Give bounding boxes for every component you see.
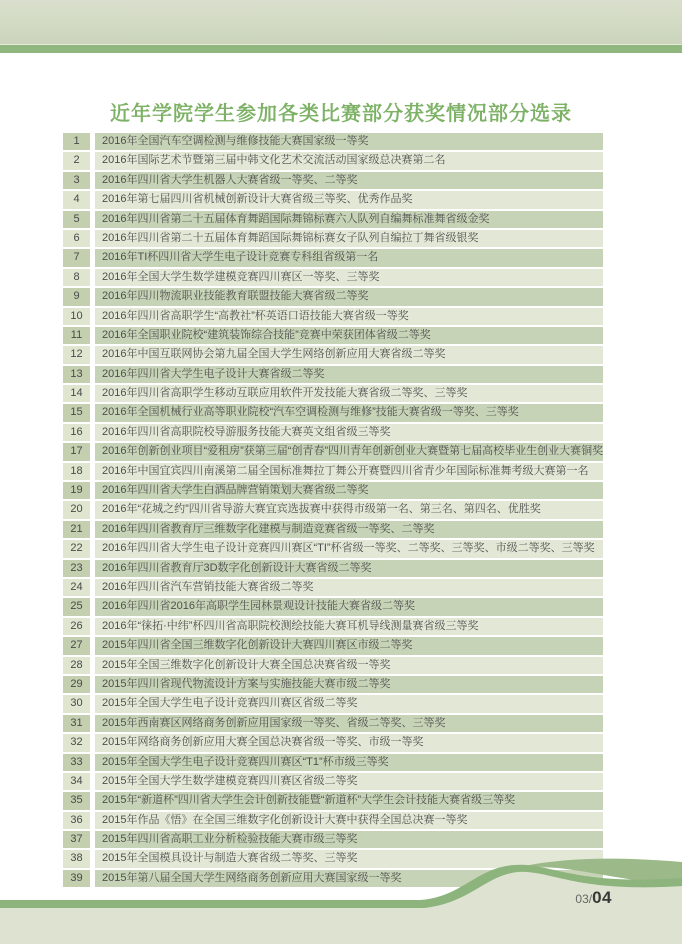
table-row (63, 773, 603, 790)
row-number: 16 (63, 424, 90, 441)
top-green-strip (0, 44, 682, 53)
row-text: 2015年西南赛区网络商务创新应用国家级一等奖、省级二等奖、三等奖 (95, 715, 603, 732)
row-text: 2016年中国宜宾四川南溪第二届全国标准舞拉丁舞公开赛暨四川省青少年国际标准舞考级大赛第一名 (95, 463, 603, 480)
table-row (63, 463, 603, 480)
row-number: 11 (63, 327, 90, 344)
row-number: 2 (63, 152, 90, 169)
row-number: 15 (63, 404, 90, 421)
row-number: 7 (63, 249, 90, 266)
row-text: 2016年四川省汽车营销技能大赛省级二等奖 (95, 579, 603, 596)
row-number: 30 (63, 695, 90, 712)
table-row (63, 424, 603, 441)
table-row (63, 288, 603, 305)
row-number: 25 (63, 598, 90, 615)
row-number: 22 (63, 540, 90, 557)
row-number: 37 (63, 831, 90, 848)
row-number: 36 (63, 812, 90, 829)
row-number: 6 (63, 230, 90, 247)
row-text: 2016年四川省高职院校导游服务技能大赛英文组省级三等奖 (95, 424, 603, 441)
row-number: 33 (63, 754, 90, 771)
page-number-total: 04 (592, 888, 612, 907)
row-text: 2015年四川省现代物流设计方案与实施技能大赛市级二等奖 (95, 676, 603, 693)
row-text: 2016年“徕拓·中纬”杯四川省高职院校测绘技能大赛耳机导线测量赛省级三等奖 (95, 618, 603, 635)
row-number: 12 (63, 346, 90, 363)
row-text: 2016年四川省教育厅3D数字化创新设计大赛省级二等奖 (95, 560, 603, 577)
table-row (63, 327, 603, 344)
table-row (63, 618, 603, 635)
row-text: 2015年全国模具设计与制造大赛省级二等奖、三等奖 (95, 850, 603, 867)
row-text: 2016年全国大学生数学建模竞赛四川赛区一等奖、三等奖 (95, 269, 603, 286)
row-text: 2016年全国职业院校“建筑装饰综合技能”竞赛中荣获团体省级二等奖 (95, 327, 603, 344)
row-text: 2016年四川省2016年高职学生园林景观设计技能大赛省级二等奖 (95, 598, 603, 615)
table-row (63, 133, 603, 150)
row-number: 39 (63, 870, 90, 887)
table-row (63, 308, 603, 325)
table-row (63, 346, 603, 363)
table-row (63, 366, 603, 383)
table-row (63, 269, 603, 286)
row-number: 3 (63, 172, 90, 189)
table-row (63, 812, 603, 829)
row-text: 2015年四川省全国三维数字化创新设计大赛四川赛区市级二等奖 (95, 637, 603, 654)
row-text: 2016年TI杯四川省大学生电子设计竞赛专科组省级第一名 (95, 249, 603, 266)
awards-table (63, 133, 603, 889)
row-text: 2016年四川省教育厅三维数字化建模与制造竞赛省级一等奖、二等奖 (95, 521, 603, 538)
row-number: 13 (63, 366, 90, 383)
row-text: 2015年网络商务创新应用大赛全国总决赛省级一等奖、市级一等奖 (95, 734, 603, 751)
table-row (63, 792, 603, 809)
row-number: 1 (63, 133, 90, 150)
row-number: 27 (63, 637, 90, 654)
row-number: 28 (63, 657, 90, 674)
row-number: 9 (63, 288, 90, 305)
row-text: 2016年全国机械行业高等职业院校“汽车空调检测与维修”技能大赛省级一等奖、三等奖 (95, 404, 603, 421)
table-row (63, 579, 603, 596)
row-number: 38 (63, 850, 90, 867)
table-row (63, 831, 603, 848)
row-text: 2016年中国互联网协会第九届全国大学生网络创新应用大赛省级二等奖 (95, 346, 603, 363)
row-text: 2016年国际艺术节暨第三届中韩文化艺术交流活动国家级总决赛第二名 (95, 152, 603, 169)
row-text: 2015年作品《悟》在全国三维数字化创新设计大赛中获得全国总决赛一等奖 (95, 812, 603, 829)
table-row (63, 482, 603, 499)
row-number: 5 (63, 211, 90, 228)
row-text: 2015年全国三维数字化创新设计大赛全国总决赛省级一等奖 (95, 657, 603, 674)
table-row (63, 676, 603, 693)
table-row (63, 230, 603, 247)
row-number: 23 (63, 560, 90, 577)
table-row (63, 734, 603, 751)
row-text: 2016年四川省高职学生“高教社”杯英语口语技能大赛省级一等奖 (95, 308, 603, 325)
row-number: 29 (63, 676, 90, 693)
page-number (552, 888, 612, 908)
table-row (63, 172, 603, 189)
table-row (63, 637, 603, 654)
table-row (63, 404, 603, 421)
row-number: 18 (63, 463, 90, 480)
row-text: 2015年“新道杯”四川省大学生会计创新技能暨“新道杯”大学生会计技能大赛省级三等奖 (95, 792, 603, 809)
row-number: 35 (63, 792, 90, 809)
row-text: 2015年第八届全国大学生网络商务创新应用大赛国家级一等奖 (95, 870, 603, 887)
table-row (63, 754, 603, 771)
table-row (63, 211, 603, 228)
row-text: 2016年创新创业项目“爱租房”获第三届“创青春”四川青年创新创业大赛暨第七届高校毕业生创业大赛铜奖 (95, 443, 603, 460)
table-row (63, 540, 603, 557)
row-text: 2016年第七届四川省机械创新设计大赛省级三等奖、优秀作品奖 (95, 191, 603, 208)
row-text: 2016年四川省大学生电子设计大赛省级二等奖 (95, 366, 603, 383)
row-text: 2016年四川省高职学生移动互联应用软件开发技能大赛省级二等奖、三等奖 (95, 385, 603, 402)
table-row (63, 191, 603, 208)
row-number: 17 (63, 443, 90, 460)
page-number-current: 03/ (575, 892, 593, 906)
table-row (63, 501, 603, 518)
row-number: 32 (63, 734, 90, 751)
table-row (63, 657, 603, 674)
row-number: 14 (63, 385, 90, 402)
table-row (63, 521, 603, 538)
row-text: 2016年四川省大学生白酒品牌营销策划大赛省级二等奖 (95, 482, 603, 499)
row-text: 2016年四川省第二十五届体育舞蹈国际舞锦标赛女子队列自编拉丁舞省级银奖 (95, 230, 603, 247)
row-text: 2015年全国大学生电子设计竞赛四川赛区省级二等奖 (95, 695, 603, 712)
row-number: 8 (63, 269, 90, 286)
row-number: 26 (63, 618, 90, 635)
row-number: 34 (63, 773, 90, 790)
top-decorative-band (0, 0, 682, 44)
row-number: 24 (63, 579, 90, 596)
row-text: 2015年四川省高职工业分析检验技能大赛市级三等奖 (95, 831, 603, 848)
table-row (63, 715, 603, 732)
row-text: 2016年四川物流职业技能教育联盟技能大赛省级二等奖 (95, 288, 603, 305)
row-text: 2016年“花城之约”四川省导游大赛宜宾选拔赛中获得市级第一名、第三名、第四名、优胜奖 (95, 501, 603, 518)
row-number: 19 (63, 482, 90, 499)
row-text: 2016年四川省第二十五届体育舞蹈国际舞锦标赛六人队列自编舞标准舞省级金奖 (95, 211, 603, 228)
table-row (63, 598, 603, 615)
row-text: 2015年全国大学生电子设计竞赛四川赛区“T1”杯市级三等奖 (95, 754, 603, 771)
page-title: 近年学院学生参加各类比赛部分获奖情况部分选录 (110, 103, 572, 125)
row-number: 10 (63, 308, 90, 325)
table-row (63, 560, 603, 577)
table-row (63, 385, 603, 402)
row-text: 2016年四川省大学生电子设计竞赛四川赛区“TI”杯省级一等奖、二等奖、三等奖、市级二等奖、三等奖 (95, 540, 603, 557)
row-text: 2016年四川省大学生机器人大赛省级一等奖、二等奖 (95, 172, 603, 189)
row-number: 21 (63, 521, 90, 538)
row-number: 31 (63, 715, 90, 732)
row-number: 20 (63, 501, 90, 518)
table-row (63, 695, 603, 712)
row-number: 4 (63, 191, 90, 208)
table-row (63, 152, 603, 169)
table-row (63, 249, 603, 266)
row-text: 2016年全国汽车空调检测与维修技能大赛国家级一等奖 (95, 133, 603, 150)
row-text: 2015年全国大学生数学建模竞赛四川赛区省级二等奖 (95, 773, 603, 790)
table-row (63, 443, 603, 460)
